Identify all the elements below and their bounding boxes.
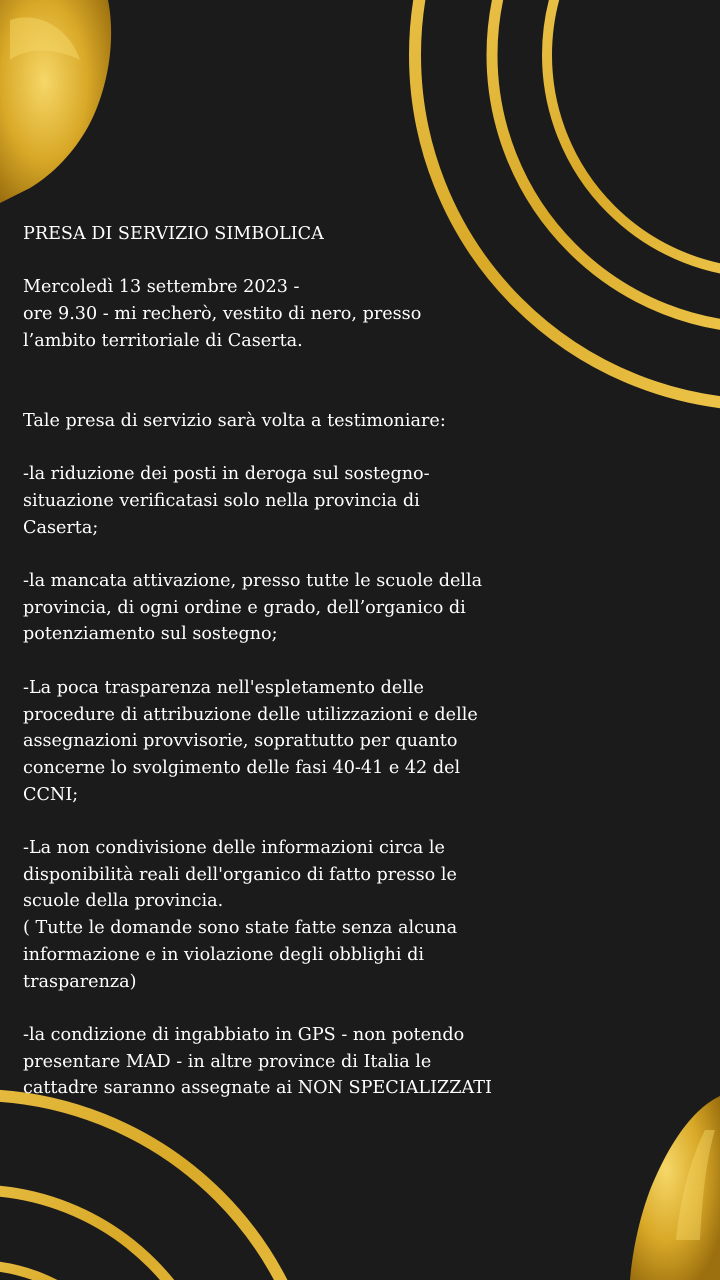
point-item: -la riduzione dei posti in deroga sul sostegno- situazione verificatasi solo nella provincia di Caserta; — [23, 464, 430, 538]
point-item: -La poca trasparenza nell'espletamento delle procedure di attribuzione delle utilizzazioni e delle assegnazioni provvisorie, soprattutto per quanto concerne lo svolgimento delle fasi 40-41 e 42 del CCNI; — [23, 677, 478, 805]
bottom-right-gold-blob — [630, 1096, 720, 1280]
top-left-gold-blob — [0, 0, 111, 203]
event-date-location: Mercoledì 13 settembre 2023 - ore 9.30 - mi recherò, vestito di nero, presso l’ambito territoriale di Caserta. — [23, 277, 422, 351]
post-text — [23, 221, 493, 1102]
post-title: PRESA DI SERVIZIO SIMBOLICA — [23, 224, 324, 244]
point-item: -la mancata attivazione, presso tutte le scuole della provincia, di ogni ordine e grado, dell’organico di potenziamento sul sostegno; — [23, 571, 483, 645]
intro-statement: Tale presa di servizio sarà volta a testimoniare: — [23, 410, 446, 431]
point-item: -la condizione di ingabbiato in GPS - non potendo presentare MAD - in altre province di Italia le cattadre saranno assegnate ai NON SPECIALIZZATI — [23, 1024, 492, 1099]
point-item: -La non condivisione delle informazioni circa le disponibilità reali dell'organico di fatto presso le scuole della provincia. ( Tutte le domande sono state fatte senza alcuna informazione e in violazione degli obblighi di trasparenza) — [23, 838, 458, 992]
bottom-left-gold-rings — [0, 1095, 320, 1280]
